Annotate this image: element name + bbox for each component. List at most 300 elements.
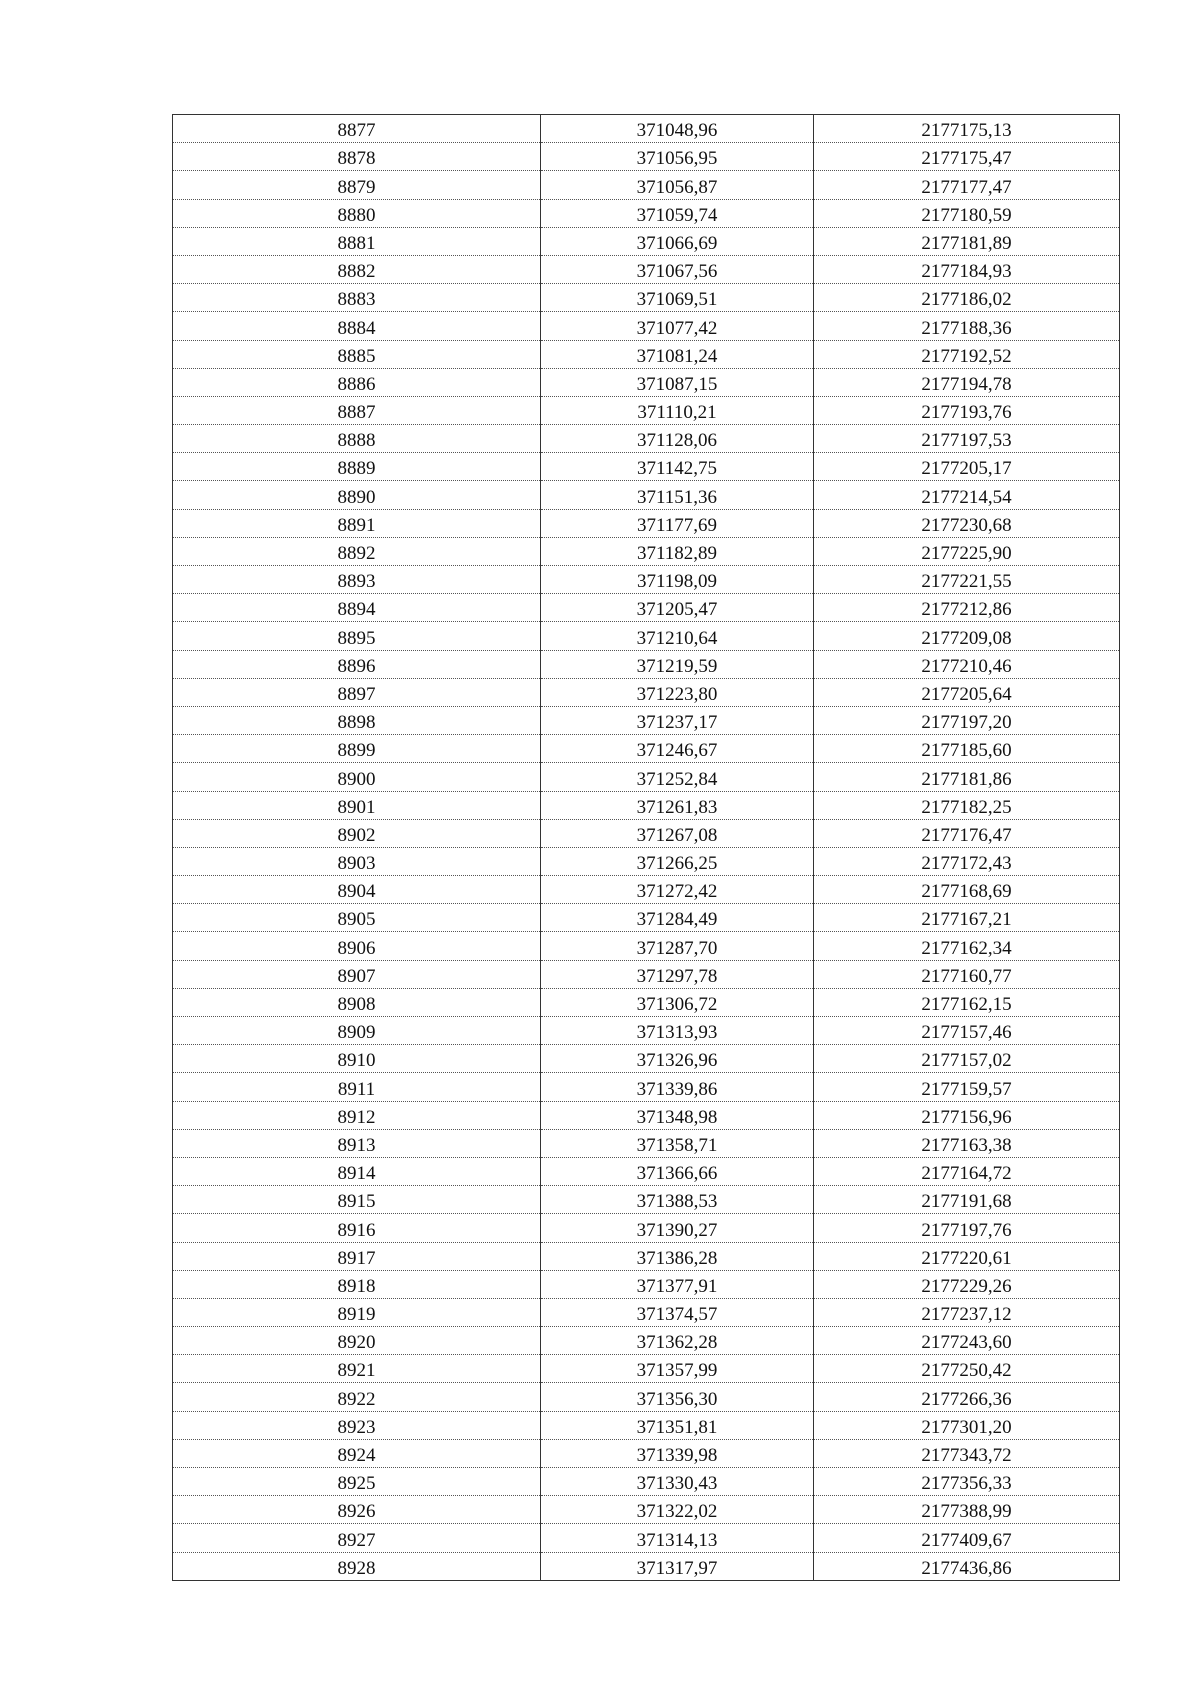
y-coordinate-cell-text: 2177409,67 bbox=[921, 1529, 1012, 1551]
y-coordinate-cell-text: 2177185,60 bbox=[921, 740, 1012, 762]
x-coordinate-cell-text: 371077,42 bbox=[636, 317, 718, 339]
y-coordinate-cell bbox=[814, 425, 1120, 453]
table-row bbox=[173, 227, 1120, 255]
point-number-cell-text: 8909 bbox=[337, 1022, 376, 1044]
point-number-cell-text: 8882 bbox=[337, 261, 376, 283]
point-number-cell-text: 8927 bbox=[337, 1529, 376, 1551]
table-row bbox=[173, 115, 1120, 143]
x-coordinate-cell bbox=[541, 1327, 814, 1355]
table-row bbox=[173, 171, 1120, 199]
point-number-cell bbox=[173, 1468, 541, 1496]
point-number-cell bbox=[173, 650, 541, 678]
y-coordinate-cell-text: 2177191,68 bbox=[921, 1191, 1012, 1213]
y-coordinate-cell-text: 2177194,78 bbox=[921, 373, 1012, 395]
point-number-cell bbox=[173, 678, 541, 706]
table-row bbox=[173, 819, 1120, 847]
x-coordinate-cell bbox=[541, 960, 814, 988]
x-coordinate-cell bbox=[541, 791, 814, 819]
table-row bbox=[173, 1552, 1120, 1580]
y-coordinate-cell-text: 2177156,96 bbox=[921, 1106, 1012, 1128]
x-coordinate-cell bbox=[541, 1439, 814, 1467]
point-number-cell bbox=[173, 368, 541, 396]
point-number-cell bbox=[173, 988, 541, 1016]
x-coordinate-cell-text: 371339,86 bbox=[636, 1078, 718, 1100]
point-number-cell bbox=[173, 199, 541, 227]
x-coordinate-cell bbox=[541, 143, 814, 171]
x-coordinate-cell-text: 371339,98 bbox=[636, 1445, 718, 1466]
point-number-cell bbox=[173, 932, 541, 960]
y-coordinate-cell-text: 2177221,55 bbox=[921, 571, 1012, 593]
x-coordinate-cell-text: 371198,09 bbox=[636, 571, 718, 593]
x-coordinate-cell bbox=[541, 876, 814, 904]
x-coordinate-cell bbox=[541, 1073, 814, 1101]
y-coordinate-cell-text: 2177230,68 bbox=[921, 514, 1012, 536]
point-number-cell-text: 8878 bbox=[337, 148, 376, 170]
x-coordinate-cell-text: 371306,72 bbox=[636, 994, 718, 1015]
y-coordinate-cell bbox=[814, 847, 1120, 875]
y-coordinate-cell bbox=[814, 1017, 1120, 1045]
y-coordinate-cell-text: 2177436,86 bbox=[921, 1557, 1012, 1579]
x-coordinate-cell bbox=[541, 650, 814, 678]
table-row bbox=[173, 1073, 1120, 1101]
table-row bbox=[173, 143, 1120, 171]
point-number-cell-text: 8891 bbox=[337, 514, 376, 536]
point-number-cell-text: 8915 bbox=[337, 1191, 376, 1213]
point-number-cell bbox=[173, 847, 541, 875]
point-number-cell-text: 8926 bbox=[337, 1501, 376, 1523]
y-coordinate-cell bbox=[814, 1157, 1120, 1185]
point-number-cell-text: 8902 bbox=[337, 824, 376, 846]
point-number-cell bbox=[173, 143, 541, 171]
y-coordinate-cell bbox=[814, 453, 1120, 481]
point-number-cell bbox=[173, 876, 541, 904]
table-row bbox=[173, 1101, 1120, 1129]
x-coordinate-cell-text: 371219,59 bbox=[636, 655, 718, 677]
y-coordinate-cell-text: 2177188,36 bbox=[921, 317, 1012, 339]
y-coordinate-cell-text: 2177164,72 bbox=[921, 1163, 1012, 1185]
table-row bbox=[173, 509, 1120, 537]
x-coordinate-cell-text: 371056,95 bbox=[636, 148, 718, 170]
x-coordinate-cell-text: 371261,83 bbox=[636, 796, 718, 818]
y-coordinate-cell bbox=[814, 143, 1120, 171]
y-coordinate-cell bbox=[814, 1073, 1120, 1101]
x-coordinate-cell bbox=[541, 396, 814, 424]
y-coordinate-cell-text: 2177186,02 bbox=[921, 289, 1012, 311]
table-row bbox=[173, 960, 1120, 988]
y-coordinate-cell-text: 2177388,99 bbox=[921, 1501, 1012, 1523]
y-coordinate-cell-text: 2177356,33 bbox=[921, 1473, 1012, 1495]
y-coordinate-cell bbox=[814, 876, 1120, 904]
point-number-cell-text: 8887 bbox=[337, 402, 376, 424]
point-number-cell-text: 8899 bbox=[337, 740, 376, 762]
point-number-cell bbox=[173, 481, 541, 509]
point-number-cell bbox=[173, 904, 541, 932]
point-number-cell-text: 8889 bbox=[337, 458, 376, 480]
point-number-cell-text: 8895 bbox=[337, 627, 376, 649]
table-row bbox=[173, 1355, 1120, 1383]
y-coordinate-cell-text: 2177193,76 bbox=[921, 402, 1012, 424]
point-number-cell bbox=[173, 706, 541, 734]
x-coordinate-cell-text: 371287,70 bbox=[636, 937, 718, 959]
x-coordinate-cell bbox=[541, 678, 814, 706]
x-coordinate-cell bbox=[541, 312, 814, 340]
point-number-cell bbox=[173, 763, 541, 791]
y-coordinate-cell bbox=[814, 819, 1120, 847]
y-coordinate-cell bbox=[814, 622, 1120, 650]
x-coordinate-cell bbox=[541, 988, 814, 1016]
table-row bbox=[173, 791, 1120, 819]
y-coordinate-cell bbox=[814, 227, 1120, 255]
point-number-cell bbox=[173, 1186, 541, 1214]
table-row bbox=[173, 453, 1120, 481]
y-coordinate-cell-text: 2177237,12 bbox=[921, 1304, 1012, 1326]
point-number-cell bbox=[173, 1129, 541, 1157]
y-coordinate-cell bbox=[814, 284, 1120, 312]
x-coordinate-cell bbox=[541, 1383, 814, 1411]
y-coordinate-cell-text: 2177301,20 bbox=[921, 1416, 1012, 1438]
x-coordinate-cell-text: 371272,42 bbox=[636, 881, 718, 903]
x-coordinate-cell bbox=[541, 509, 814, 537]
x-coordinate-cell-text: 371151,36 bbox=[636, 486, 718, 508]
point-number-cell-text: 8908 bbox=[337, 994, 376, 1015]
point-number-cell bbox=[173, 960, 541, 988]
x-coordinate-cell bbox=[541, 453, 814, 481]
point-number-cell bbox=[173, 509, 541, 537]
table-row bbox=[173, 312, 1120, 340]
point-number-cell bbox=[173, 1524, 541, 1552]
table-row bbox=[173, 284, 1120, 312]
point-number-cell-text: 8904 bbox=[337, 881, 376, 903]
point-number-cell-text: 8901 bbox=[337, 796, 376, 818]
y-coordinate-cell bbox=[814, 1327, 1120, 1355]
y-coordinate-cell bbox=[814, 1242, 1120, 1270]
x-coordinate-cell-text: 371377,91 bbox=[636, 1275, 718, 1297]
y-coordinate-cell bbox=[814, 1383, 1120, 1411]
point-number-cell-text: 8922 bbox=[337, 1388, 376, 1410]
x-coordinate-cell-text: 371266,25 bbox=[636, 853, 718, 875]
x-coordinate-cell bbox=[541, 847, 814, 875]
x-coordinate-cell-text: 371069,51 bbox=[636, 289, 718, 311]
table-row bbox=[173, 1129, 1120, 1157]
y-coordinate-cell bbox=[814, 255, 1120, 283]
x-coordinate-cell-text: 371314,13 bbox=[636, 1529, 718, 1551]
x-coordinate-cell-text: 371330,43 bbox=[636, 1473, 718, 1495]
x-coordinate-cell bbox=[541, 255, 814, 283]
point-number-cell-text: 8914 bbox=[337, 1163, 376, 1185]
point-number-cell-text: 8906 bbox=[337, 937, 376, 959]
x-coordinate-cell-text: 371297,78 bbox=[636, 965, 718, 987]
point-number-cell bbox=[173, 312, 541, 340]
point-number-cell-text: 8877 bbox=[337, 120, 376, 142]
point-number-cell-text: 8903 bbox=[337, 853, 376, 875]
point-number-cell bbox=[173, 1157, 541, 1185]
table-row bbox=[173, 1327, 1120, 1355]
x-coordinate-cell bbox=[541, 566, 814, 594]
y-coordinate-cell bbox=[814, 368, 1120, 396]
point-number-cell bbox=[173, 1073, 541, 1101]
point-number-cell-text: 8886 bbox=[337, 373, 376, 395]
point-number-cell bbox=[173, 1101, 541, 1129]
y-coordinate-cell-text: 2177160,77 bbox=[921, 965, 1012, 987]
y-coordinate-cell bbox=[814, 1298, 1120, 1326]
y-coordinate-cell bbox=[814, 537, 1120, 565]
point-number-cell-text: 8913 bbox=[337, 1134, 376, 1156]
point-number-cell bbox=[173, 284, 541, 312]
y-coordinate-cell-text: 2177163,38 bbox=[921, 1134, 1012, 1156]
coordinates-table-body bbox=[173, 115, 1120, 1581]
y-coordinate-cell bbox=[814, 932, 1120, 960]
x-coordinate-cell-text: 371326,96 bbox=[636, 1050, 718, 1072]
y-coordinate-cell-text: 2177177,47 bbox=[921, 176, 1012, 198]
y-coordinate-cell-text: 2177157,46 bbox=[921, 1022, 1012, 1044]
x-coordinate-cell-text: 371284,49 bbox=[636, 909, 718, 931]
point-number-cell bbox=[173, 1214, 541, 1242]
x-coordinate-cell-text: 371246,67 bbox=[636, 740, 718, 762]
x-coordinate-cell bbox=[541, 706, 814, 734]
y-coordinate-cell-text: 2177212,86 bbox=[921, 599, 1012, 621]
coordinates-table bbox=[172, 114, 1120, 1581]
y-coordinate-cell-text: 2177229,26 bbox=[921, 1275, 1012, 1297]
point-number-cell bbox=[173, 396, 541, 424]
point-number-cell-text: 8884 bbox=[337, 317, 376, 339]
point-number-cell-text: 8885 bbox=[337, 345, 376, 367]
table-row bbox=[173, 1242, 1120, 1270]
point-number-cell-text: 8883 bbox=[337, 289, 376, 311]
point-number-cell bbox=[173, 453, 541, 481]
table-row bbox=[173, 1214, 1120, 1242]
y-coordinate-cell-text: 2177159,57 bbox=[921, 1078, 1012, 1100]
y-coordinate-cell bbox=[814, 1186, 1120, 1214]
y-coordinate-cell-text: 2177168,69 bbox=[921, 881, 1012, 903]
y-coordinate-cell-text: 2177197,20 bbox=[921, 712, 1012, 734]
y-coordinate-cell bbox=[814, 396, 1120, 424]
point-number-cell-text: 8917 bbox=[337, 1247, 376, 1269]
table-row bbox=[173, 876, 1120, 904]
table-row bbox=[173, 425, 1120, 453]
x-coordinate-cell bbox=[541, 594, 814, 622]
x-coordinate-cell-text: 371388,53 bbox=[636, 1191, 718, 1213]
y-coordinate-cell-text: 2177167,21 bbox=[921, 909, 1012, 931]
point-number-cell bbox=[173, 1355, 541, 1383]
y-coordinate-cell-text: 2177175,47 bbox=[921, 148, 1012, 170]
y-coordinate-cell bbox=[814, 566, 1120, 594]
point-number-cell-text: 8905 bbox=[337, 909, 376, 931]
point-number-cell-text: 8918 bbox=[337, 1275, 376, 1297]
point-number-cell-text: 8892 bbox=[337, 543, 376, 564]
x-coordinate-cell-text: 371362,28 bbox=[636, 1332, 718, 1354]
y-coordinate-cell bbox=[814, 706, 1120, 734]
table-row bbox=[173, 255, 1120, 283]
point-number-cell bbox=[173, 1327, 541, 1355]
point-number-cell bbox=[173, 819, 541, 847]
y-coordinate-cell bbox=[814, 763, 1120, 791]
x-coordinate-cell-text: 371110,21 bbox=[637, 402, 717, 424]
y-coordinate-cell bbox=[814, 1045, 1120, 1073]
y-coordinate-cell bbox=[814, 1468, 1120, 1496]
point-number-cell bbox=[173, 1045, 541, 1073]
table-row bbox=[173, 735, 1120, 763]
point-number-cell-text: 8888 bbox=[337, 430, 376, 452]
y-coordinate-cell bbox=[814, 171, 1120, 199]
table-row bbox=[173, 1439, 1120, 1467]
x-coordinate-cell-text: 371177,69 bbox=[636, 514, 718, 536]
y-coordinate-cell-text: 2177182,25 bbox=[921, 796, 1012, 818]
point-number-cell bbox=[173, 1496, 541, 1524]
y-coordinate-cell bbox=[814, 481, 1120, 509]
point-number-cell bbox=[173, 340, 541, 368]
y-coordinate-cell bbox=[814, 904, 1120, 932]
point-number-cell-text: 8920 bbox=[337, 1332, 376, 1354]
point-number-cell-text: 8910 bbox=[337, 1050, 376, 1072]
x-coordinate-cell bbox=[541, 227, 814, 255]
table-row bbox=[173, 932, 1120, 960]
y-coordinate-cell bbox=[814, 1496, 1120, 1524]
y-coordinate-cell-text: 2177181,86 bbox=[921, 768, 1012, 790]
y-coordinate-cell bbox=[814, 1411, 1120, 1439]
x-coordinate-cell-text: 371356,30 bbox=[636, 1388, 718, 1410]
y-coordinate-cell bbox=[814, 1129, 1120, 1157]
point-number-cell bbox=[173, 1383, 541, 1411]
table-row bbox=[173, 763, 1120, 791]
point-number-cell bbox=[173, 735, 541, 763]
x-coordinate-cell-text: 371390,27 bbox=[636, 1219, 718, 1241]
x-coordinate-cell bbox=[541, 1298, 814, 1326]
y-coordinate-cell bbox=[814, 1439, 1120, 1467]
y-coordinate-cell-text: 2177214,54 bbox=[921, 486, 1012, 508]
table-row bbox=[173, 988, 1120, 1016]
x-coordinate-cell bbox=[541, 1552, 814, 1580]
x-coordinate-cell bbox=[541, 368, 814, 396]
table-row bbox=[173, 1186, 1120, 1214]
point-number-cell bbox=[173, 1270, 541, 1298]
point-number-cell-text: 8898 bbox=[337, 712, 376, 734]
point-number-cell-text: 8919 bbox=[337, 1304, 376, 1326]
y-coordinate-cell-text: 2177205,17 bbox=[921, 458, 1012, 480]
x-coordinate-cell-text: 371059,74 bbox=[636, 204, 718, 226]
point-number-cell-text: 8916 bbox=[337, 1219, 376, 1241]
y-coordinate-cell bbox=[814, 115, 1120, 143]
y-coordinate-cell-text: 2177209,08 bbox=[921, 627, 1012, 649]
y-coordinate-cell-text: 2177162,34 bbox=[921, 937, 1012, 959]
point-number-cell-text: 8912 bbox=[337, 1106, 376, 1128]
x-coordinate-cell-text: 371081,24 bbox=[636, 345, 718, 367]
point-number-cell bbox=[173, 1242, 541, 1270]
y-coordinate-cell bbox=[814, 1214, 1120, 1242]
y-coordinate-cell-text: 2177192,52 bbox=[921, 345, 1012, 367]
y-coordinate-cell bbox=[814, 735, 1120, 763]
table-row bbox=[173, 622, 1120, 650]
x-coordinate-cell bbox=[541, 1242, 814, 1270]
x-coordinate-cell-text: 371252,84 bbox=[636, 768, 718, 790]
y-coordinate-cell bbox=[814, 1552, 1120, 1580]
point-number-cell bbox=[173, 1552, 541, 1580]
point-number-cell-text: 8911 bbox=[337, 1078, 376, 1100]
y-coordinate-cell-text: 2177181,89 bbox=[921, 232, 1012, 254]
point-number-cell bbox=[173, 594, 541, 622]
y-coordinate-cell-text: 2177225,90 bbox=[921, 543, 1012, 564]
x-coordinate-cell bbox=[541, 1496, 814, 1524]
point-number-cell bbox=[173, 255, 541, 283]
y-coordinate-cell bbox=[814, 1101, 1120, 1129]
x-coordinate-cell bbox=[541, 1468, 814, 1496]
table-row bbox=[173, 396, 1120, 424]
table-row bbox=[173, 678, 1120, 706]
x-coordinate-cell bbox=[541, 735, 814, 763]
x-coordinate-cell bbox=[541, 1186, 814, 1214]
point-number-cell-text: 8881 bbox=[337, 232, 376, 254]
x-coordinate-cell bbox=[541, 932, 814, 960]
x-coordinate-cell bbox=[541, 1214, 814, 1242]
x-coordinate-cell bbox=[541, 1017, 814, 1045]
y-coordinate-cell-text: 2177157,02 bbox=[921, 1050, 1012, 1072]
table-row bbox=[173, 1270, 1120, 1298]
point-number-cell bbox=[173, 1439, 541, 1467]
x-coordinate-cell bbox=[541, 199, 814, 227]
x-coordinate-cell bbox=[541, 537, 814, 565]
point-number-cell bbox=[173, 566, 541, 594]
x-coordinate-cell-text: 371267,08 bbox=[636, 824, 718, 846]
x-coordinate-cell bbox=[541, 622, 814, 650]
y-coordinate-cell-text: 2177197,53 bbox=[921, 430, 1012, 452]
x-coordinate-cell-text: 371358,71 bbox=[636, 1134, 718, 1156]
x-coordinate-cell-text: 371386,28 bbox=[636, 1247, 718, 1269]
y-coordinate-cell bbox=[814, 1524, 1120, 1552]
y-coordinate-cell-text: 2177266,36 bbox=[921, 1388, 1012, 1410]
y-coordinate-cell-text: 2177210,46 bbox=[921, 655, 1012, 677]
x-coordinate-cell-text: 371357,99 bbox=[636, 1360, 718, 1382]
x-coordinate-cell bbox=[541, 1045, 814, 1073]
x-coordinate-cell-text: 371237,17 bbox=[636, 712, 718, 734]
point-number-cell bbox=[173, 537, 541, 565]
point-number-cell-text: 8907 bbox=[337, 965, 376, 987]
y-coordinate-cell bbox=[814, 678, 1120, 706]
table-row bbox=[173, 340, 1120, 368]
y-coordinate-cell bbox=[814, 509, 1120, 537]
table-row bbox=[173, 904, 1120, 932]
y-coordinate-cell bbox=[814, 199, 1120, 227]
point-number-cell-text: 8924 bbox=[337, 1445, 376, 1466]
point-number-cell-text: 8893 bbox=[337, 571, 376, 593]
table-row bbox=[173, 1157, 1120, 1185]
y-coordinate-cell bbox=[814, 1270, 1120, 1298]
table-row bbox=[173, 1383, 1120, 1411]
point-number-cell-text: 8897 bbox=[337, 683, 376, 705]
y-coordinate-cell bbox=[814, 340, 1120, 368]
y-coordinate-cell-text: 2177220,61 bbox=[921, 1247, 1012, 1269]
y-coordinate-cell-text: 2177343,72 bbox=[921, 1445, 1012, 1466]
point-number-cell bbox=[173, 425, 541, 453]
x-coordinate-cell bbox=[541, 481, 814, 509]
x-coordinate-cell-text: 371048,96 bbox=[636, 120, 718, 142]
x-coordinate-cell bbox=[541, 340, 814, 368]
x-coordinate-cell bbox=[541, 819, 814, 847]
point-number-cell bbox=[173, 115, 541, 143]
x-coordinate-cell-text: 371056,87 bbox=[636, 176, 718, 198]
y-coordinate-cell-text: 2177197,76 bbox=[921, 1219, 1012, 1241]
y-coordinate-cell bbox=[814, 312, 1120, 340]
point-number-cell bbox=[173, 622, 541, 650]
table-row bbox=[173, 706, 1120, 734]
y-coordinate-cell bbox=[814, 988, 1120, 1016]
table-row bbox=[173, 1524, 1120, 1552]
x-coordinate-cell-text: 371067,56 bbox=[636, 261, 718, 283]
point-number-cell-text: 8921 bbox=[337, 1360, 376, 1382]
x-coordinate-cell-text: 371066,69 bbox=[636, 232, 718, 254]
table-row bbox=[173, 1496, 1120, 1524]
table-row bbox=[173, 1298, 1120, 1326]
x-coordinate-cell bbox=[541, 171, 814, 199]
point-number-cell bbox=[173, 171, 541, 199]
